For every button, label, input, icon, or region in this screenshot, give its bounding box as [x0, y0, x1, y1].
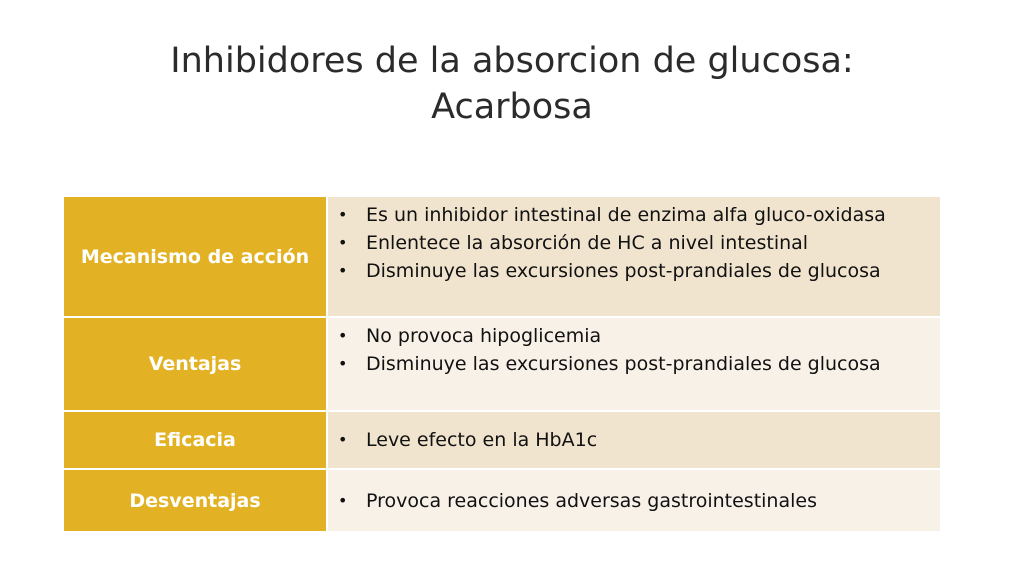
list-item	[336, 426, 597, 454]
info-table	[64, 197, 940, 531]
list-item	[336, 350, 934, 378]
row-label: Ventajas	[64, 318, 328, 410]
list-item-text: Leve efecto en la HbA1c	[366, 429, 598, 451]
slide-title	[0, 38, 1024, 130]
list-item	[336, 487, 817, 515]
list-item	[336, 257, 934, 285]
list-item-text: Disminuye las excursiones post-prandiales de glucosa	[366, 260, 881, 282]
table-row-ventajas	[64, 318, 940, 412]
row-label: Desventajas	[64, 470, 328, 531]
row-label: Eficacia	[64, 412, 328, 468]
table-row-eficacia	[64, 412, 940, 470]
list-item	[336, 229, 934, 257]
row-label: Mecanismo de acción	[64, 197, 328, 316]
list-item-text: Provoca reacciones adversas gastrointestinales	[366, 489, 817, 512]
title-line-1: Inhibidores de la absorcion de glucosa:	[170, 41, 854, 81]
row-content	[328, 470, 940, 531]
row-content	[328, 412, 940, 468]
bullet-icon: •	[338, 261, 348, 280]
bullet-icon: •	[338, 490, 348, 510]
list-item-text: No provoca hipoglicemia	[366, 325, 602, 347]
bullet-list	[336, 487, 817, 515]
row-content	[328, 318, 940, 410]
bullet-icon: •	[338, 326, 348, 345]
list-item-text: Enlentece la absorción de HC a nivel intestinal	[366, 232, 809, 254]
bullet-icon: •	[338, 354, 348, 373]
title-line-2: Acarbosa	[431, 87, 593, 127]
bullet-icon: •	[338, 233, 348, 252]
list-item-text: Es un inhibidor intestinal de enzima alfa gluco-oxidasa	[366, 204, 886, 226]
bullet-icon: •	[338, 430, 348, 449]
bullet-list	[336, 426, 597, 454]
list-item-text: Disminuye las excursiones post-prandiales de glucosa	[366, 353, 881, 375]
bullet-list	[336, 201, 934, 285]
table-row-desventajas	[64, 470, 940, 531]
bullet-list	[336, 322, 934, 378]
list-item	[336, 201, 934, 229]
row-content	[328, 197, 940, 316]
bullet-icon: •	[338, 205, 348, 224]
list-item	[336, 322, 934, 350]
table-row-mecanismo	[64, 197, 940, 318]
